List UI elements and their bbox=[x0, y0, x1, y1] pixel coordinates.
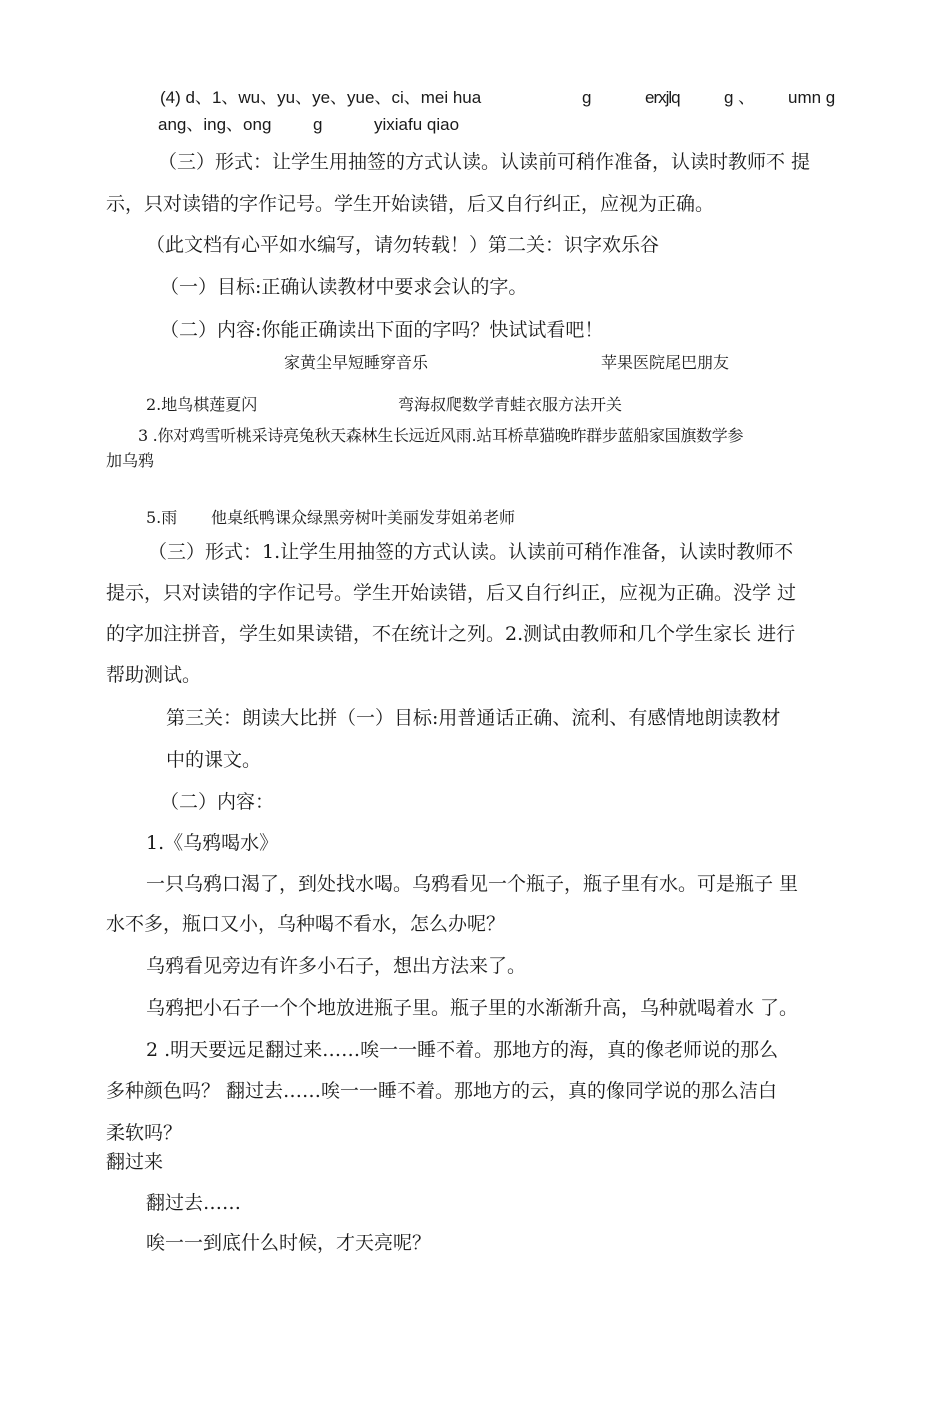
pinyin-line-2 bbox=[0, 113, 950, 137]
paragraph-line: 水不多，瓶口又小，乌种喝不看水，怎么办呢？ bbox=[106, 913, 506, 935]
pinyin-segment: ang、ing、ong bbox=[158, 115, 272, 134]
pinyin-line-1 bbox=[0, 86, 950, 110]
paragraph-line: 乌鸦把小石子一个个地放进瓶子里。瓶子里的水渐渐升高，乌种就喝着水 了。 bbox=[146, 997, 799, 1019]
paragraph-line: 翻过去…… bbox=[146, 1192, 242, 1214]
char-group: 5.雨 bbox=[146, 508, 178, 527]
char-group: 他桌纸鸭课众绿黑旁树叶美丽发芽姐弟老师 bbox=[211, 508, 516, 527]
pinyin-segment: erxjlq bbox=[645, 88, 680, 107]
pinyin-segment: umn g bbox=[788, 88, 836, 107]
paragraph-line: （二）内容： bbox=[160, 791, 275, 813]
paragraph-line: （一）目标:正确认读教材中要求会认的字。 bbox=[160, 276, 528, 298]
paragraph-line: 乌鸦看见旁边有许多小石子，想出方法来了。 bbox=[146, 955, 527, 977]
paragraph-line: （此文档有心平如水编写，请勿转载！）第二关：识字欢乐谷 bbox=[146, 234, 660, 256]
char-list-line: 加乌鸦 bbox=[106, 451, 155, 470]
char-group: 2.地鸟棋莲夏闪 bbox=[146, 395, 258, 414]
paragraph-line: 提示，只对读错的字作记号。学生开始读错，后又自行纠正，应视为正确。没学 过 bbox=[106, 582, 797, 604]
paragraph-line: 中的课文。 bbox=[166, 749, 262, 771]
char-group: 弯海叔爬数学青蛙衣服方法开关 bbox=[398, 395, 623, 414]
paragraph-line: 一只乌鸦口渴了，到处找水喝。乌鸦看见一个瓶子，瓶子里有水。可是瓶子 里 bbox=[146, 873, 799, 895]
section-title: 1.《乌鸦喝水》 bbox=[146, 832, 279, 854]
paragraph-line: 第三关：朗读大比拼（一）目标:用普通话正确、流利、有感情地朗读教材 bbox=[166, 707, 781, 729]
pinyin-segment: g bbox=[582, 88, 592, 107]
pinyin-segment: g 、 bbox=[724, 88, 756, 107]
char-list-line bbox=[0, 353, 950, 373]
pinyin-segment: (4) d、1、wu、yu、ye、yue、ci、mei hua bbox=[160, 88, 482, 107]
paragraph-line: 示，只对读错的字作记号。学生开始读错，后又自行纠正，应视为正确。 bbox=[106, 193, 715, 215]
char-list-line bbox=[0, 508, 950, 528]
paragraph-line: 2 .明天要远足翻过来……唉一一睡不着。那地方的海，真的像老师说的那么 bbox=[146, 1039, 779, 1061]
paragraph-line: （三）形式：1.让学生用抽签的方式认读。认读前可稍作准备，认读时教师不 bbox=[148, 541, 794, 563]
paragraph-line: （二）内容:你能正确读出下面的字吗？快试试看吧！ bbox=[160, 319, 604, 341]
paragraph-line: （三）形式：让学生用抽签的方式认读。认读前可稍作准备，认读时教师不 提 bbox=[158, 151, 811, 173]
char-group: 家黄尘早短睡穿音乐 bbox=[284, 353, 429, 372]
char-list-line bbox=[0, 395, 950, 415]
paragraph-line: 唉一一到底什么时候，才天亮呢？ bbox=[146, 1232, 432, 1254]
paragraph-line: 翻过来 bbox=[106, 1151, 164, 1173]
paragraph-line: 帮助测试。 bbox=[106, 664, 202, 686]
paragraph-line: 多种颜色吗？ 翻过去……唉一一睡不着。那地方的云，真的像同学说的那么洁白 bbox=[106, 1080, 778, 1102]
char-group: 苹果医院尾巴朋友 bbox=[601, 353, 730, 372]
pinyin-segment: g bbox=[313, 115, 323, 134]
paragraph-line: 的字加注拼音，学生如果读错，不在统计之列。2.测试由教师和几个学生家长 进行 bbox=[106, 623, 796, 645]
pinyin-segment: yixiafu qiao bbox=[374, 115, 460, 134]
paragraph-line: 柔软吗？ bbox=[106, 1122, 183, 1144]
char-list-line: 3 .你对鸡雪听桃采诗亮兔秋天森林生长远近风雨.站耳桥草猫晚昨群步蓝船家国旗数学参 bbox=[138, 426, 744, 445]
